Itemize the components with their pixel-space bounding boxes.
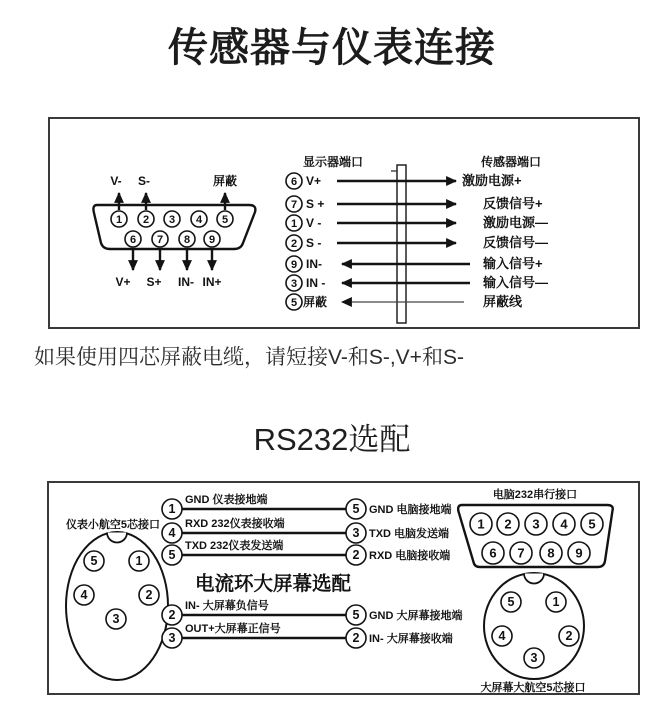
conn-pin-number: 5: [90, 554, 98, 568]
db9-pin-number: 3: [532, 516, 540, 532]
row-pin-number: 3: [168, 631, 176, 645]
db9-connector: [93, 173, 255, 289]
row-pin-label: IN -: [306, 276, 326, 290]
db9-pin-number: 8: [547, 545, 555, 561]
row-pin-number: 9: [290, 259, 298, 271]
page-title: 传感器与仪表连接: [168, 26, 496, 70]
display-port-header: 显示器端口: [302, 155, 364, 169]
row-target-label: 反馈信号—: [483, 235, 549, 250]
small-aviation-connector: [65, 517, 168, 680]
pc-db9-connector: [458, 487, 613, 567]
db9-bottom-label: V+: [115, 275, 131, 289]
conn-pin-number: 1: [135, 554, 143, 568]
row-pin-number: 1: [290, 218, 298, 230]
big-connector-label: 大屏幕大航空5芯接口: [480, 682, 586, 693]
db9-pin-number: 4: [195, 214, 203, 226]
row-pin-label: IN-: [306, 257, 322, 271]
shield-cable-note: 如果使用四芯屏蔽电缆，请短接V-和S-,V+和S-: [34, 346, 464, 369]
row-target-label: 输入信号—: [483, 275, 549, 290]
db9-pin-number: 7: [156, 234, 164, 246]
rs232-rows: [162, 492, 452, 565]
small-connector-label: 仪表小航空5芯接口: [65, 519, 161, 531]
sensor-wiring-svg: [50, 119, 638, 327]
conn-pin-number: 4: [80, 588, 88, 602]
connector-key-notch: [524, 574, 544, 584]
row-pin-number: 2: [352, 548, 360, 562]
row-pin-number: 3: [352, 526, 360, 540]
db9-bottom-label: IN+: [202, 275, 222, 289]
sensor-wiring-diagram: [48, 117, 640, 329]
connector-key-notch: [107, 533, 127, 543]
row-pin-number: 3: [290, 278, 298, 290]
db9-pin-number: 1: [115, 214, 123, 226]
row-target-label: 激励电源—: [483, 215, 549, 230]
row-pin-label: S -: [306, 236, 322, 250]
row-pin-number: 7: [290, 199, 298, 211]
row-target-label: 屏蔽线: [483, 294, 523, 309]
db9-top-label: S-: [138, 174, 150, 188]
row-left-label: IN- 大屏幕负信号: [185, 600, 269, 612]
db9-pin-number: 6: [129, 234, 137, 246]
row-pin-number: 5: [290, 297, 298, 309]
row-pin-number: 4: [168, 526, 176, 540]
db9-pin-number: 1: [477, 516, 485, 532]
row-pin-number: 2: [290, 238, 298, 250]
row-pin-number: 5: [352, 608, 360, 622]
conn-pin-number: 5: [507, 595, 515, 609]
current-loop-rows: [162, 598, 463, 648]
row-target-label: 反馈信号+: [483, 196, 543, 211]
row-right-label: GND 大屏幕接地端: [369, 610, 463, 622]
db9-pin-number: 5: [588, 516, 596, 532]
wiring-rows: [286, 173, 548, 310]
row-pin-label: V+: [306, 174, 322, 188]
rs232-wiring-svg: [49, 483, 638, 693]
connector-shell: [66, 532, 168, 680]
row-pin-number: 2: [168, 608, 176, 622]
db9-pin-number: 6: [489, 545, 497, 561]
rs232-wiring-diagram: [47, 481, 640, 695]
sensor-port-header: 传感器端口: [480, 155, 542, 169]
db9-pin-number: 5: [221, 214, 229, 226]
row-target-label: 输入信号+: [483, 256, 543, 271]
row-left-label: RXD 232仪表接收端: [185, 518, 285, 530]
row-pin-number: 1: [168, 502, 176, 516]
db9-pin-number: 4: [560, 516, 568, 532]
pc-port-label: 电脑232串行接口: [492, 489, 578, 501]
db9-pin-number: 9: [575, 545, 583, 561]
db9-bottom-label: IN-: [178, 275, 194, 289]
db9-pin-number: 8: [183, 234, 191, 246]
row-right-label: TXD 电脑发送端: [369, 528, 450, 540]
row-pin-label: V -: [306, 216, 322, 230]
db9-pin-number: 2: [504, 516, 512, 532]
row-right-label: GND 电脑接地端: [369, 504, 452, 516]
db9-top-label: 屏蔽: [212, 174, 238, 188]
row-pin-number: 5: [352, 502, 360, 516]
row-pin-number: 2: [352, 631, 360, 645]
row-right-label: IN- 大屏幕接收端: [369, 633, 453, 645]
db9-pin-number: 2: [142, 214, 150, 226]
current-loop-title: 电流环大屏幕选配: [195, 573, 352, 595]
row-left-label: TXD 232仪表发送端: [185, 540, 284, 552]
db9-pin-number: 9: [208, 234, 216, 246]
row-target-label: 激励电源+: [462, 173, 522, 188]
db9-bottom-label: S+: [146, 275, 162, 289]
conn-pin-number: 3: [112, 612, 120, 626]
conn-pin-number: 3: [530, 651, 538, 665]
conn-pin-number: 1: [552, 595, 560, 609]
rs232-title: RS232选配: [253, 422, 411, 457]
db9-top-label: V-: [110, 174, 122, 188]
row-right-label: RXD 电脑接收端: [369, 550, 451, 562]
row-left-label: GND 仪表接地端: [185, 494, 268, 506]
row-pin-label: S +: [306, 197, 325, 211]
db9-pin-number: 3: [168, 214, 176, 226]
row-left-label: OUT+大屏幕正信号: [185, 623, 281, 635]
big-aviation-connector: [480, 573, 585, 693]
conn-pin-number: 4: [498, 629, 506, 643]
row-pin-number: 5: [168, 548, 176, 562]
row-pin-label: 屏蔽: [303, 295, 328, 309]
row-pin-number: 6: [290, 176, 298, 188]
conn-pin-number: 2: [565, 629, 573, 643]
conn-pin-number: 2: [145, 588, 153, 602]
db9-pin-number: 7: [517, 545, 525, 561]
